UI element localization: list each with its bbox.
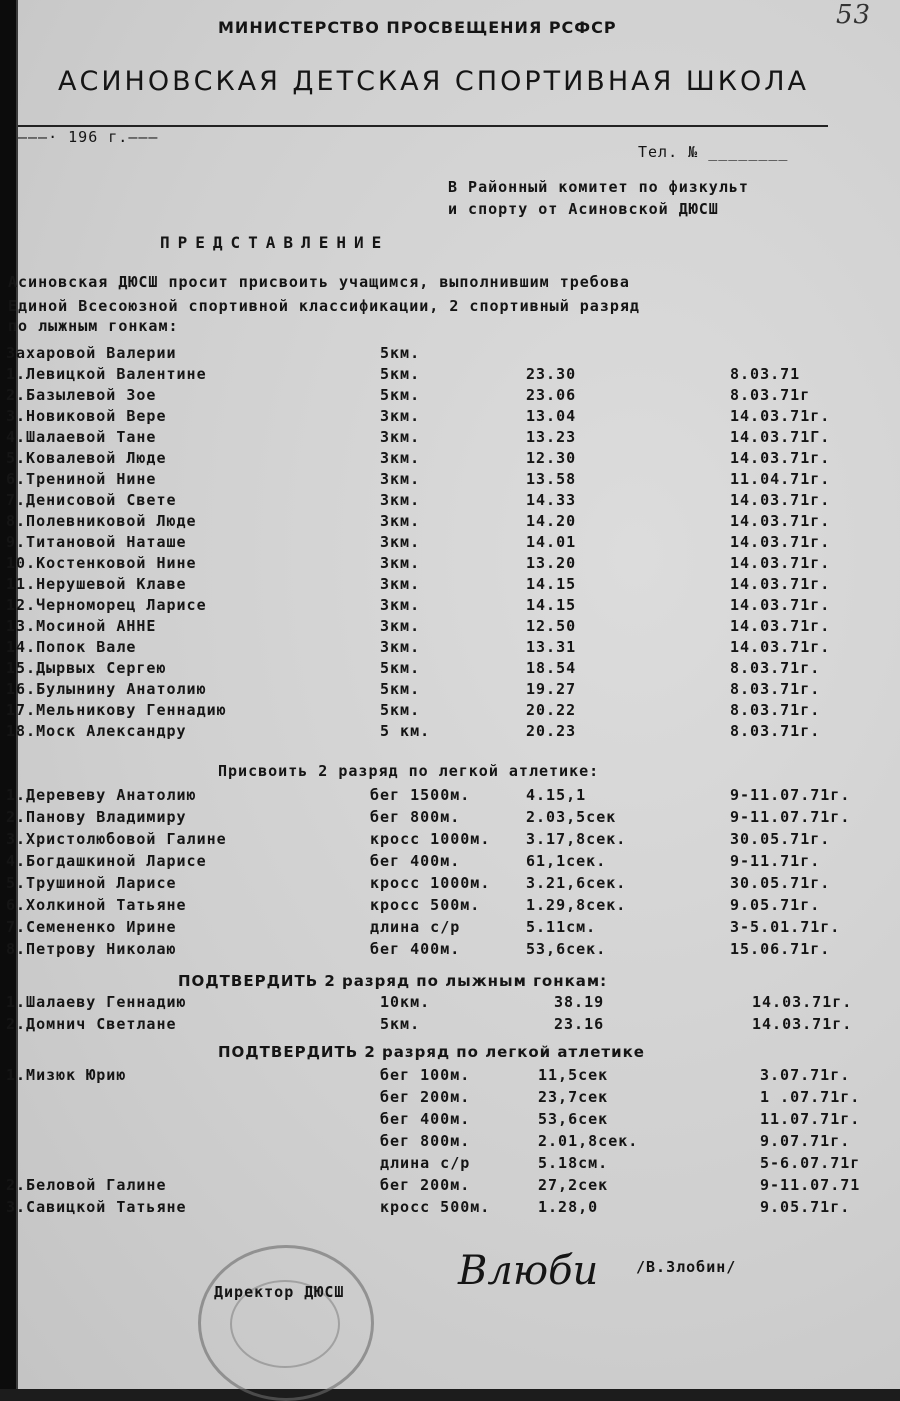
cell-time: 14.15 bbox=[526, 596, 577, 614]
cell-date: 14.03.71Г. bbox=[730, 428, 831, 446]
list-row bbox=[6, 449, 900, 469]
cell-time: 23.30 bbox=[526, 365, 577, 383]
cell-date: 14.03.71г. bbox=[730, 638, 831, 656]
cell-date: 8.03.71г. bbox=[730, 659, 821, 677]
cell-distance: 5км. bbox=[380, 386, 421, 404]
cell-date: 9.07.71г. bbox=[760, 1132, 851, 1150]
cell-event: кросс 1000м. bbox=[370, 830, 491, 848]
list-row bbox=[18, 1110, 900, 1130]
cell-date: 9-11.71г. bbox=[730, 852, 821, 870]
cell-date: 9-11.07.71г. bbox=[730, 786, 851, 804]
cell-result: 1.29,8сек. bbox=[526, 896, 627, 914]
cell-event: длина с/р bbox=[370, 918, 461, 936]
cell-time: 38.19 bbox=[554, 993, 605, 1011]
cell-date: 14.03.71г. bbox=[730, 407, 831, 425]
cell-date: 3.07.71г. bbox=[760, 1066, 851, 1084]
cell-distance: 3км. bbox=[380, 638, 421, 656]
list-row bbox=[6, 407, 900, 427]
cell-result: 27,2сек bbox=[538, 1176, 609, 1194]
cell-event: кросс 500м. bbox=[370, 896, 481, 914]
cell-time: 23.06 bbox=[526, 386, 577, 404]
cell-name: 7.Семененко Ирине bbox=[6, 918, 177, 936]
cell-result: 1.28,0 bbox=[538, 1198, 599, 1216]
cell-event: кросс 500м. bbox=[380, 1198, 491, 1216]
addressee-line-2: и спорту от Асиновской ДЮСШ bbox=[448, 200, 719, 218]
cell-event: бег 100м. bbox=[380, 1066, 471, 1084]
cell-date: 9-11.07.71г. bbox=[730, 808, 851, 826]
cell-name: 2.Домнич Светлане bbox=[6, 1015, 177, 1033]
addressee-line-1: В Районный комитет по физкульт bbox=[448, 178, 749, 196]
list-row bbox=[6, 701, 900, 721]
director-name: /В.Злобин/ bbox=[636, 1258, 737, 1276]
date-line-text: · 196 г. bbox=[48, 128, 129, 146]
cell-result: 53,6сек. bbox=[526, 940, 607, 958]
list-row bbox=[6, 852, 900, 872]
list-row bbox=[6, 830, 900, 850]
cell-distance: 5км. bbox=[380, 365, 421, 383]
cell-date: 14.03.71г. bbox=[752, 993, 853, 1011]
list-row bbox=[18, 1088, 900, 1108]
list-row bbox=[6, 659, 900, 679]
cell-date: 3-5.01.71г. bbox=[730, 918, 841, 936]
list-row bbox=[6, 533, 900, 553]
cell-result: 11,5сек bbox=[538, 1066, 609, 1084]
list-row bbox=[6, 993, 900, 1013]
cell-date: 9.05.71г. bbox=[760, 1198, 851, 1216]
cell-name: 1.Левицкой Валентине bbox=[6, 365, 207, 383]
cell-time: 13.20 bbox=[526, 554, 577, 572]
intro-line-2: Единой Всесоюзной спортивной классификации, 2 спортивный разряд bbox=[8, 297, 640, 315]
list-row bbox=[6, 344, 900, 364]
telephone-field: Тел. № ________ bbox=[638, 143, 789, 161]
cell-name: 15.Дырвых Сергею bbox=[6, 659, 167, 677]
list-row bbox=[6, 896, 900, 916]
cell-name: 2.Базылевой Зое bbox=[6, 386, 157, 404]
list-row bbox=[6, 491, 900, 511]
list-row bbox=[6, 617, 900, 637]
cell-name: 6.Трениной Нине bbox=[6, 470, 157, 488]
header-rule bbox=[18, 125, 828, 127]
cell-result: 2.01,8сек. bbox=[538, 1132, 639, 1150]
cell-name: 1.Мизюк Юрию bbox=[6, 1066, 127, 1084]
cell-result: 23,7сек bbox=[538, 1088, 609, 1106]
list-row bbox=[6, 1015, 900, 1035]
athletics-heading: Присвоить 2 разряд по легкой атлетике: bbox=[218, 762, 600, 780]
cell-result: 4.15,1 bbox=[526, 786, 587, 804]
cell-date: 9.05.71г. bbox=[730, 896, 821, 914]
cell-time: 14.20 bbox=[526, 512, 577, 530]
cell-distance: 3км. bbox=[380, 554, 421, 572]
cell-distance: 3км. bbox=[380, 491, 421, 509]
list-row bbox=[6, 512, 900, 532]
telephone-label: Тел. № bbox=[638, 143, 699, 161]
cell-time: 13.58 bbox=[526, 470, 577, 488]
cell-time: 13.04 bbox=[526, 407, 577, 425]
list-row bbox=[6, 575, 900, 595]
intro-line-3: по лыжным гонкам: bbox=[8, 317, 179, 335]
cell-distance: 5км. bbox=[380, 701, 421, 719]
cell-name: 1.Деревеву Анатолию bbox=[6, 786, 197, 804]
cell-name: Захаровой Валерии bbox=[6, 344, 177, 362]
intro-line-1: Асиновская ДЮСШ просит присвоить учащимся, выполнившим требова bbox=[8, 273, 630, 291]
cell-name: 2.Беловой Галине bbox=[6, 1176, 167, 1194]
cell-event: бег 400м. bbox=[370, 852, 461, 870]
list-row bbox=[6, 722, 900, 742]
cell-result: 3.17,8сек. bbox=[526, 830, 627, 848]
cell-distance: 5км. bbox=[380, 1015, 421, 1033]
cell-distance: 3км. bbox=[380, 407, 421, 425]
cell-distance: 3км. bbox=[380, 596, 421, 614]
cell-distance: 5 км. bbox=[380, 722, 431, 740]
cell-time: 23.16 bbox=[554, 1015, 605, 1033]
cell-distance: 3км. bbox=[380, 512, 421, 530]
cell-name: 14.Попок Вале bbox=[6, 638, 137, 656]
cell-date: 8.03.71г. bbox=[730, 722, 821, 740]
cell-event: бег 800м. bbox=[370, 808, 461, 826]
cell-date: 8.03.71г. bbox=[730, 680, 821, 698]
director-label: Директор ДЮСШ bbox=[214, 1283, 345, 1301]
cell-time: 18.54 bbox=[526, 659, 577, 677]
cell-distance: 5км. bbox=[380, 344, 421, 362]
cell-name: 5.Трушиной Ларисе bbox=[6, 874, 177, 892]
cell-name: 8.Петрову Николаю bbox=[6, 940, 177, 958]
cell-name: 4.Богдашкиной Ларисе bbox=[6, 852, 207, 870]
school-name: АСИНОВСКАЯ ДЕТСКАЯ СПОРТИВНАЯ ШКОЛА bbox=[58, 66, 809, 97]
list-row bbox=[6, 554, 900, 574]
cell-date: 8.03.71 bbox=[730, 365, 801, 383]
list-row bbox=[6, 428, 900, 448]
cell-name: 6.Холкиной Татьяне bbox=[6, 896, 187, 914]
cell-name: 5.Ковалевой Люде bbox=[6, 449, 167, 467]
cell-time: 12.50 bbox=[526, 617, 577, 635]
cell-name: 3.Христолюбовой Галине bbox=[6, 830, 227, 848]
list-row bbox=[6, 786, 900, 806]
list-row bbox=[6, 1066, 900, 1086]
cell-date: 14.03.71г. bbox=[730, 491, 831, 509]
cell-time: 12.30 bbox=[526, 449, 577, 467]
cell-result: 3.21,6сек. bbox=[526, 874, 627, 892]
cell-name: 7.Денисовой Свете bbox=[6, 491, 177, 509]
cell-name: 12.Черноморец Ларисе bbox=[6, 596, 207, 614]
cell-date: 11.04.71г. bbox=[730, 470, 831, 488]
cell-time: 20.22 bbox=[526, 701, 577, 719]
list-row bbox=[6, 1176, 900, 1196]
cell-event: бег 200м. bbox=[380, 1176, 471, 1194]
cell-date: 30.05.71г. bbox=[730, 830, 831, 848]
cell-date: 14.03.71г. bbox=[730, 449, 831, 467]
cell-result: 53,6сек bbox=[538, 1110, 609, 1128]
cell-event: кросс 1000м. bbox=[370, 874, 491, 892]
list-row bbox=[6, 470, 900, 490]
cell-date: 14.03.71г. bbox=[730, 554, 831, 572]
cell-name: 3.Савицкой Татьяне bbox=[6, 1198, 187, 1216]
list-row bbox=[18, 1154, 900, 1174]
confirm-ski-heading: ПОДТВЕРДИТЬ 2 разряд по лыжным гонкам: bbox=[178, 972, 608, 990]
cell-name: 17.Мельникову Геннадию bbox=[6, 701, 227, 719]
list-row bbox=[6, 918, 900, 938]
cell-event: бег 400м. bbox=[380, 1110, 471, 1128]
cell-date: 1 .07.71г. bbox=[760, 1088, 861, 1106]
cell-date: 14.03.71г. bbox=[730, 512, 831, 530]
list-row bbox=[6, 638, 900, 658]
cell-time: 13.23 bbox=[526, 428, 577, 446]
cell-date: 9-11.07.71 bbox=[760, 1176, 861, 1194]
cell-distance: 3км. bbox=[380, 617, 421, 635]
list-row bbox=[6, 386, 900, 406]
list-row bbox=[18, 1132, 900, 1152]
cell-name: 18.Моск Александру bbox=[6, 722, 187, 740]
cell-result: 2.03,5сек bbox=[526, 808, 617, 826]
cell-time: 14.33 bbox=[526, 491, 577, 509]
cell-name: 8.Полевниковой Люде bbox=[6, 512, 197, 530]
document-title: ПРЕДСТАВЛЕНИЕ bbox=[160, 233, 390, 252]
cell-result: 61,1сек. bbox=[526, 852, 607, 870]
cell-result: 5.18см. bbox=[538, 1154, 609, 1172]
cell-event: бег 200м. bbox=[380, 1088, 471, 1106]
list-row bbox=[6, 1198, 900, 1218]
confirm-athletics-heading: ПОДТВЕРДИТЬ 2 разряд по легкой атлетике bbox=[218, 1043, 645, 1061]
cell-time: 13.31 bbox=[526, 638, 577, 656]
document-page bbox=[6, 0, 900, 1389]
cell-name: 10.Костенковой Нине bbox=[6, 554, 197, 572]
cell-distance: 3км. bbox=[380, 449, 421, 467]
cell-distance: 3км. bbox=[380, 533, 421, 551]
ministry-name: МИНИСТЕРСТВО ПРОСВЕЩЕНИЯ РСФСР bbox=[218, 18, 617, 37]
cell-event: бег 1500м. bbox=[370, 786, 471, 804]
cell-distance: 3км. bbox=[380, 428, 421, 446]
cell-date: 15.06.71г. bbox=[730, 940, 831, 958]
cell-name: 1.Шалаеву Геннадию bbox=[6, 993, 187, 1011]
cell-date: 5-6.07.71г bbox=[760, 1154, 861, 1172]
list-row bbox=[6, 365, 900, 385]
cell-distance: 10км. bbox=[380, 993, 431, 1011]
cell-date: 14.03.71г. bbox=[730, 533, 831, 551]
cell-date: 30.05.71г. bbox=[730, 874, 831, 892]
cell-distance: 5км. bbox=[380, 659, 421, 677]
cell-distance: 3км. bbox=[380, 470, 421, 488]
cell-date: 14.03.71г. bbox=[730, 596, 831, 614]
cell-event: бег 800м. bbox=[380, 1132, 471, 1150]
cell-date: 14.03.71г. bbox=[752, 1015, 853, 1033]
cell-date: 11.07.71г. bbox=[760, 1110, 861, 1128]
cell-time: 14.15 bbox=[526, 575, 577, 593]
list-row bbox=[6, 596, 900, 616]
cell-event: бег 400м. bbox=[370, 940, 461, 958]
cell-name: 9.Титановой Наташе bbox=[6, 533, 187, 551]
cell-name: 3.Новиковой Вере bbox=[6, 407, 167, 425]
list-row bbox=[6, 808, 900, 828]
cell-name: 2.Панову Владимиру bbox=[6, 808, 187, 826]
list-row bbox=[6, 940, 900, 960]
cell-time: 19.27 bbox=[526, 680, 577, 698]
archive-number: 53 bbox=[836, 0, 872, 30]
cell-time: 20.23 bbox=[526, 722, 577, 740]
cell-date: 8.03.71г bbox=[730, 386, 811, 404]
cell-name: 11.Нерушевой Клаве bbox=[6, 575, 187, 593]
director-signature: Влюби bbox=[458, 1248, 599, 1294]
list-row bbox=[6, 680, 900, 700]
cell-date: 8.03.71г. bbox=[730, 701, 821, 719]
cell-date: 14.03.71г. bbox=[730, 617, 831, 635]
cell-result: 5.11см. bbox=[526, 918, 597, 936]
cell-name: 13.Мосиной АННЕ bbox=[6, 617, 157, 635]
list-row bbox=[6, 874, 900, 894]
cell-event: длина с/р bbox=[380, 1154, 471, 1172]
cell-name: 4.Шалаевой Тане bbox=[6, 428, 157, 446]
cell-distance: 5км. bbox=[380, 680, 421, 698]
cell-distance: 3км. bbox=[380, 575, 421, 593]
cell-name: 16.Булынину Анатолию bbox=[6, 680, 207, 698]
date-line: ———· 196 г.——— bbox=[18, 128, 159, 146]
cell-date: 14.03.71г. bbox=[730, 575, 831, 593]
cell-time: 14.01 bbox=[526, 533, 577, 551]
